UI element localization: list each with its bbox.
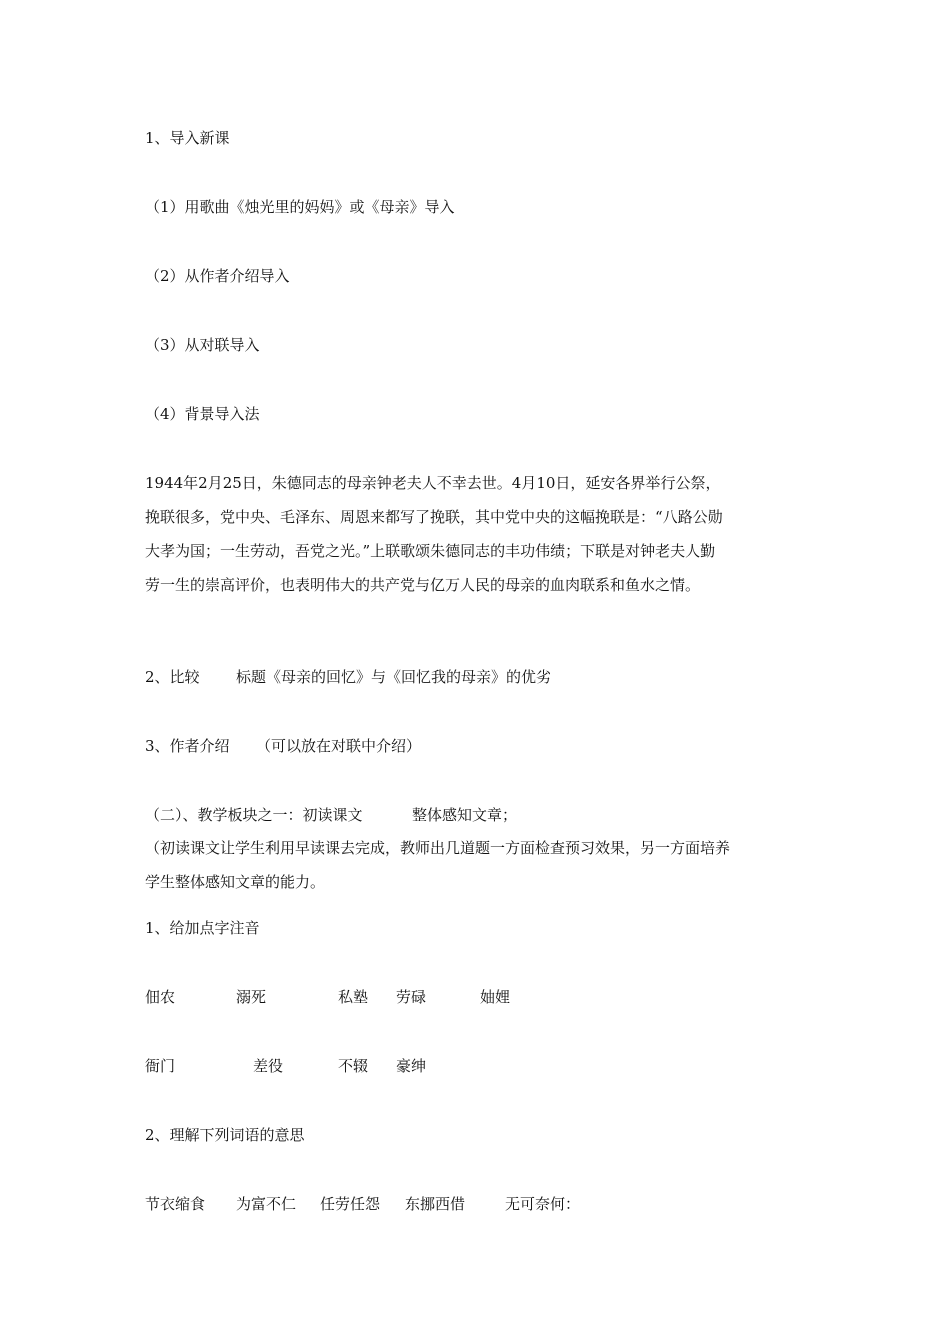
meaning-word: 东挪西借 xyxy=(405,1195,466,1213)
meaning-heading: 2、理解下列词语的意思 xyxy=(145,1126,305,1144)
module-heading-sub: 整体感知文章； xyxy=(412,806,518,824)
pinyin-word: 衙门 xyxy=(145,1057,176,1075)
module-heading: （二）、教学板块之一：初读课文 xyxy=(145,806,363,824)
background-line-2: 挽联很多，党中央、毛泽东、周恩来都写了挽联，其中党中央的这幅挽联是：“八路公勋 xyxy=(145,508,723,526)
pinyin-word: 差役 xyxy=(253,1057,284,1075)
background-line-3: 大孝为国；一生劳动，吾党之光。”上联歌颂朱德同志的丰功伟绩；下联是对钟老夫人勤 xyxy=(145,542,716,560)
module-note-line-1: （初读课文让学生利用早读课去完成，教师出几道题一方面检查预习效果，另一方面培养 xyxy=(145,839,731,857)
pinyin-word: 妯娌 xyxy=(480,988,511,1006)
author-heading: 3、作者介绍 xyxy=(145,737,230,755)
background-paragraph xyxy=(145,466,815,602)
pinyin-word: 豪绅 xyxy=(396,1057,427,1075)
pinyin-word: 劳碌 xyxy=(396,988,427,1006)
pinyin-word: 溺死 xyxy=(236,988,267,1006)
background-line-4: 劳一生的崇高评价，也表明伟大的共产党与亿万人民的母亲的血肉联系和鱼水之情。 xyxy=(145,576,701,594)
intro-item-3: （3）从对联导入 xyxy=(145,336,260,354)
intro-item-2: （2）从作者介绍导入 xyxy=(145,267,290,285)
pinyin-word: 不辍 xyxy=(338,1057,369,1075)
pinyin-word: 佃农 xyxy=(145,988,176,1006)
module-note xyxy=(145,831,815,899)
author-note: （可以放在对联中介绍） xyxy=(256,737,422,755)
intro-heading: 1、导入新课 xyxy=(145,129,230,147)
meaning-word: 节衣缩食 xyxy=(145,1195,206,1213)
meaning-word: 任劳任怨 xyxy=(320,1195,381,1213)
compare-heading: 2、比较 xyxy=(145,668,200,686)
compare-text: 标题《母亲的回忆》与《回忆我的母亲》的优劣 xyxy=(236,668,552,686)
pinyin-word: 私塾 xyxy=(338,988,369,1006)
pinyin-heading: 1、给加点字注音 xyxy=(145,919,260,937)
module-note-line-2: 学生整体感知文章的能力。 xyxy=(145,873,326,891)
intro-item-1: （1）用歌曲《烛光里的妈妈》或《母亲》导入 xyxy=(145,198,455,216)
background-line-1: 1944年2月25日，朱德同志的母亲钟老夫人不幸去世。4月10日，延安各界举行公祭， xyxy=(145,474,721,492)
meaning-word: 为富不仁 xyxy=(236,1195,297,1213)
meaning-word: 无可奈何： xyxy=(505,1195,581,1213)
intro-item-4: （4）背景导入法 xyxy=(145,405,260,423)
